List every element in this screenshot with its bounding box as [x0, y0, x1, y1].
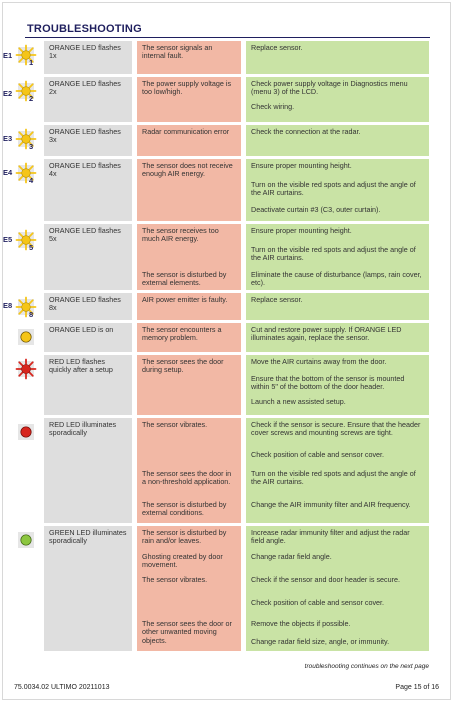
- troubleshooting-row: [0, 224, 453, 290]
- corrective-action: Check position of cable and sensor cover.: [246, 596, 429, 617]
- fault-cause: The sensor does not receive enough AIR energy.: [137, 159, 241, 221]
- orange-solid-led-icon: [16, 327, 36, 349]
- corrective-action: Replace sensor.: [246, 41, 429, 74]
- red-solid-led-icon: [16, 422, 36, 444]
- troubleshooting-row: [0, 526, 453, 651]
- troubleshooting-row: [0, 293, 453, 320]
- led-condition: ORANGE LED flashes 3x: [44, 125, 132, 156]
- corrective-action: Change radar field angle.: [246, 550, 429, 573]
- corrective-action: Remove the objects if possible.: [246, 617, 429, 635]
- orange-flash-led-icon: [16, 81, 36, 103]
- title-divider: [25, 37, 430, 38]
- fault-cause: The sensor signals an internal fault.: [137, 41, 241, 74]
- fault-cause: The sensor vibrates.: [137, 418, 241, 467]
- fault-cause: The sensor sees the door during setup.: [137, 355, 241, 415]
- orange-flash-led-icon: [16, 297, 36, 319]
- fault-cause: The sensor is disturbed by external conditions.: [137, 498, 241, 523]
- fault-cause: Radar communication error: [137, 125, 241, 156]
- troubleshooting-row: [0, 41, 453, 74]
- fault-cause: The sensor receives too much AIR energy.: [137, 224, 241, 268]
- error-code: E8: [3, 301, 13, 310]
- corrective-action: Change the AIR immunity filter and AIR frequency.: [246, 498, 429, 523]
- red-flash-led-icon: [16, 359, 36, 381]
- error-code: E3: [3, 134, 13, 143]
- corrective-action: Deactivate curtain #3 (C3, outer curtain).: [246, 203, 429, 221]
- led-condition: ORANGE LED flashes 8x: [44, 293, 132, 320]
- led-flash-count: 4: [29, 176, 34, 185]
- corrective-action: Ensure proper mounting height.: [246, 159, 429, 178]
- led-flash-count: 1: [29, 58, 34, 67]
- corrective-action: Check power supply voltage in Diagnostics menu (menu 3) of the LCD.: [246, 77, 429, 100]
- troubleshooting-row: [0, 77, 453, 122]
- corrective-action: Check if the sensor is secure. Ensure that the header cover screws and mounting screws are tight.: [246, 418, 429, 448]
- corrective-action: Replace sensor.: [246, 293, 429, 320]
- fault-cause: The sensor is disturbed by rain and/or leaves.: [137, 526, 241, 550]
- page-title: TROUBLESHOOTING: [27, 23, 142, 35]
- error-code: E1: [3, 51, 13, 60]
- led-flash-count: 3: [29, 142, 34, 151]
- corrective-action: Increase radar immunity filter and adjust the radar field angle.: [246, 526, 429, 550]
- error-code: E4: [3, 168, 13, 177]
- corrective-action: Check position of cable and sensor cover.: [246, 448, 429, 467]
- corrective-action: Check if the sensor and door header is secure.: [246, 573, 429, 596]
- troubleshooting-row: [0, 125, 453, 156]
- corrective-action: Turn on the visible red spots and adjust the angle of the AIR curtains.: [246, 243, 429, 268]
- fault-cause: The sensor encounters a memory problem.: [137, 323, 241, 352]
- fault-cause: The power supply voltage is too low/high.: [137, 77, 241, 122]
- fault-cause: Ghosting created by door movement.: [137, 550, 241, 573]
- document-reference: 75.0034.02 ULTIMO 20211013: [14, 684, 110, 691]
- green-solid-led-icon: [16, 530, 36, 552]
- corrective-action: Check wiring.: [246, 100, 429, 122]
- fault-cause: AIR power emitter is faulty.: [137, 293, 241, 320]
- row-gap: [0, 651, 453, 654]
- led-condition: RED LED flashes quickly after a setup: [44, 355, 132, 415]
- led-condition: ORANGE LED is on: [44, 323, 132, 352]
- corrective-action: Cut and restore power supply. If ORANGE LED illuminates again, replace the sensor.: [246, 323, 429, 352]
- fault-cause: The sensor sees the door in a non-threshold application.: [137, 467, 241, 498]
- led-condition: ORANGE LED flashes 5x: [44, 224, 132, 290]
- corrective-action: Move the AIR curtains away from the door.: [246, 355, 429, 372]
- troubleshooting-row: [0, 355, 453, 415]
- led-condition: ORANGE LED flashes 4x: [44, 159, 132, 221]
- corrective-action: Ensure proper mounting height.: [246, 224, 429, 243]
- orange-flash-led-icon: [16, 230, 36, 252]
- led-flash-count: 2: [29, 94, 34, 103]
- led-condition: ORANGE LED flashes 1x: [44, 41, 132, 74]
- troubleshooting-table: [0, 41, 453, 654]
- led-condition: GREEN LED illuminates sporadically: [44, 526, 132, 651]
- error-code: E2: [3, 89, 13, 98]
- orange-flash-led-icon: [16, 163, 36, 185]
- fault-cause: The sensor sees the door or other unwanted moving objects.: [137, 617, 241, 651]
- fault-cause: The sensor vibrates.: [137, 573, 241, 617]
- troubleshooting-row: [0, 159, 453, 221]
- led-condition: RED LED illuminates sporadically: [44, 418, 132, 523]
- page-number: Page 15 of 16: [395, 684, 439, 691]
- troubleshooting-row: [0, 418, 453, 523]
- error-code: E5: [3, 235, 13, 244]
- led-condition: ORANGE LED flashes 2x: [44, 77, 132, 122]
- corrective-action: Launch a new assisted setup.: [246, 395, 429, 415]
- corrective-action: Turn on the visible red spots and adjust the angle of the AIR curtains.: [246, 178, 429, 203]
- led-flash-count: 5: [29, 243, 34, 252]
- troubleshooting-row: [0, 323, 453, 352]
- led-flash-count: 8: [29, 310, 34, 319]
- corrective-action: Turn on the visible red spots and adjust the angle of the AIR curtains.: [246, 467, 429, 498]
- corrective-action: Check the connection at the radar.: [246, 125, 429, 156]
- orange-flash-led-icon: [16, 45, 36, 67]
- fault-cause: The sensor is disturbed by external elements.: [137, 268, 241, 290]
- continuation-note: troubleshooting continues on the next page: [304, 663, 429, 670]
- corrective-action: Ensure that the bottom of the sensor is mounted within 5" of the bottom of the door header.: [246, 372, 429, 395]
- corrective-action: Eliminate the cause of disturbance (lamps, rain cover, etc).: [246, 268, 429, 290]
- corrective-action: Change radar field size, angle, or immunity.: [246, 635, 429, 651]
- orange-flash-led-icon: [16, 129, 36, 151]
